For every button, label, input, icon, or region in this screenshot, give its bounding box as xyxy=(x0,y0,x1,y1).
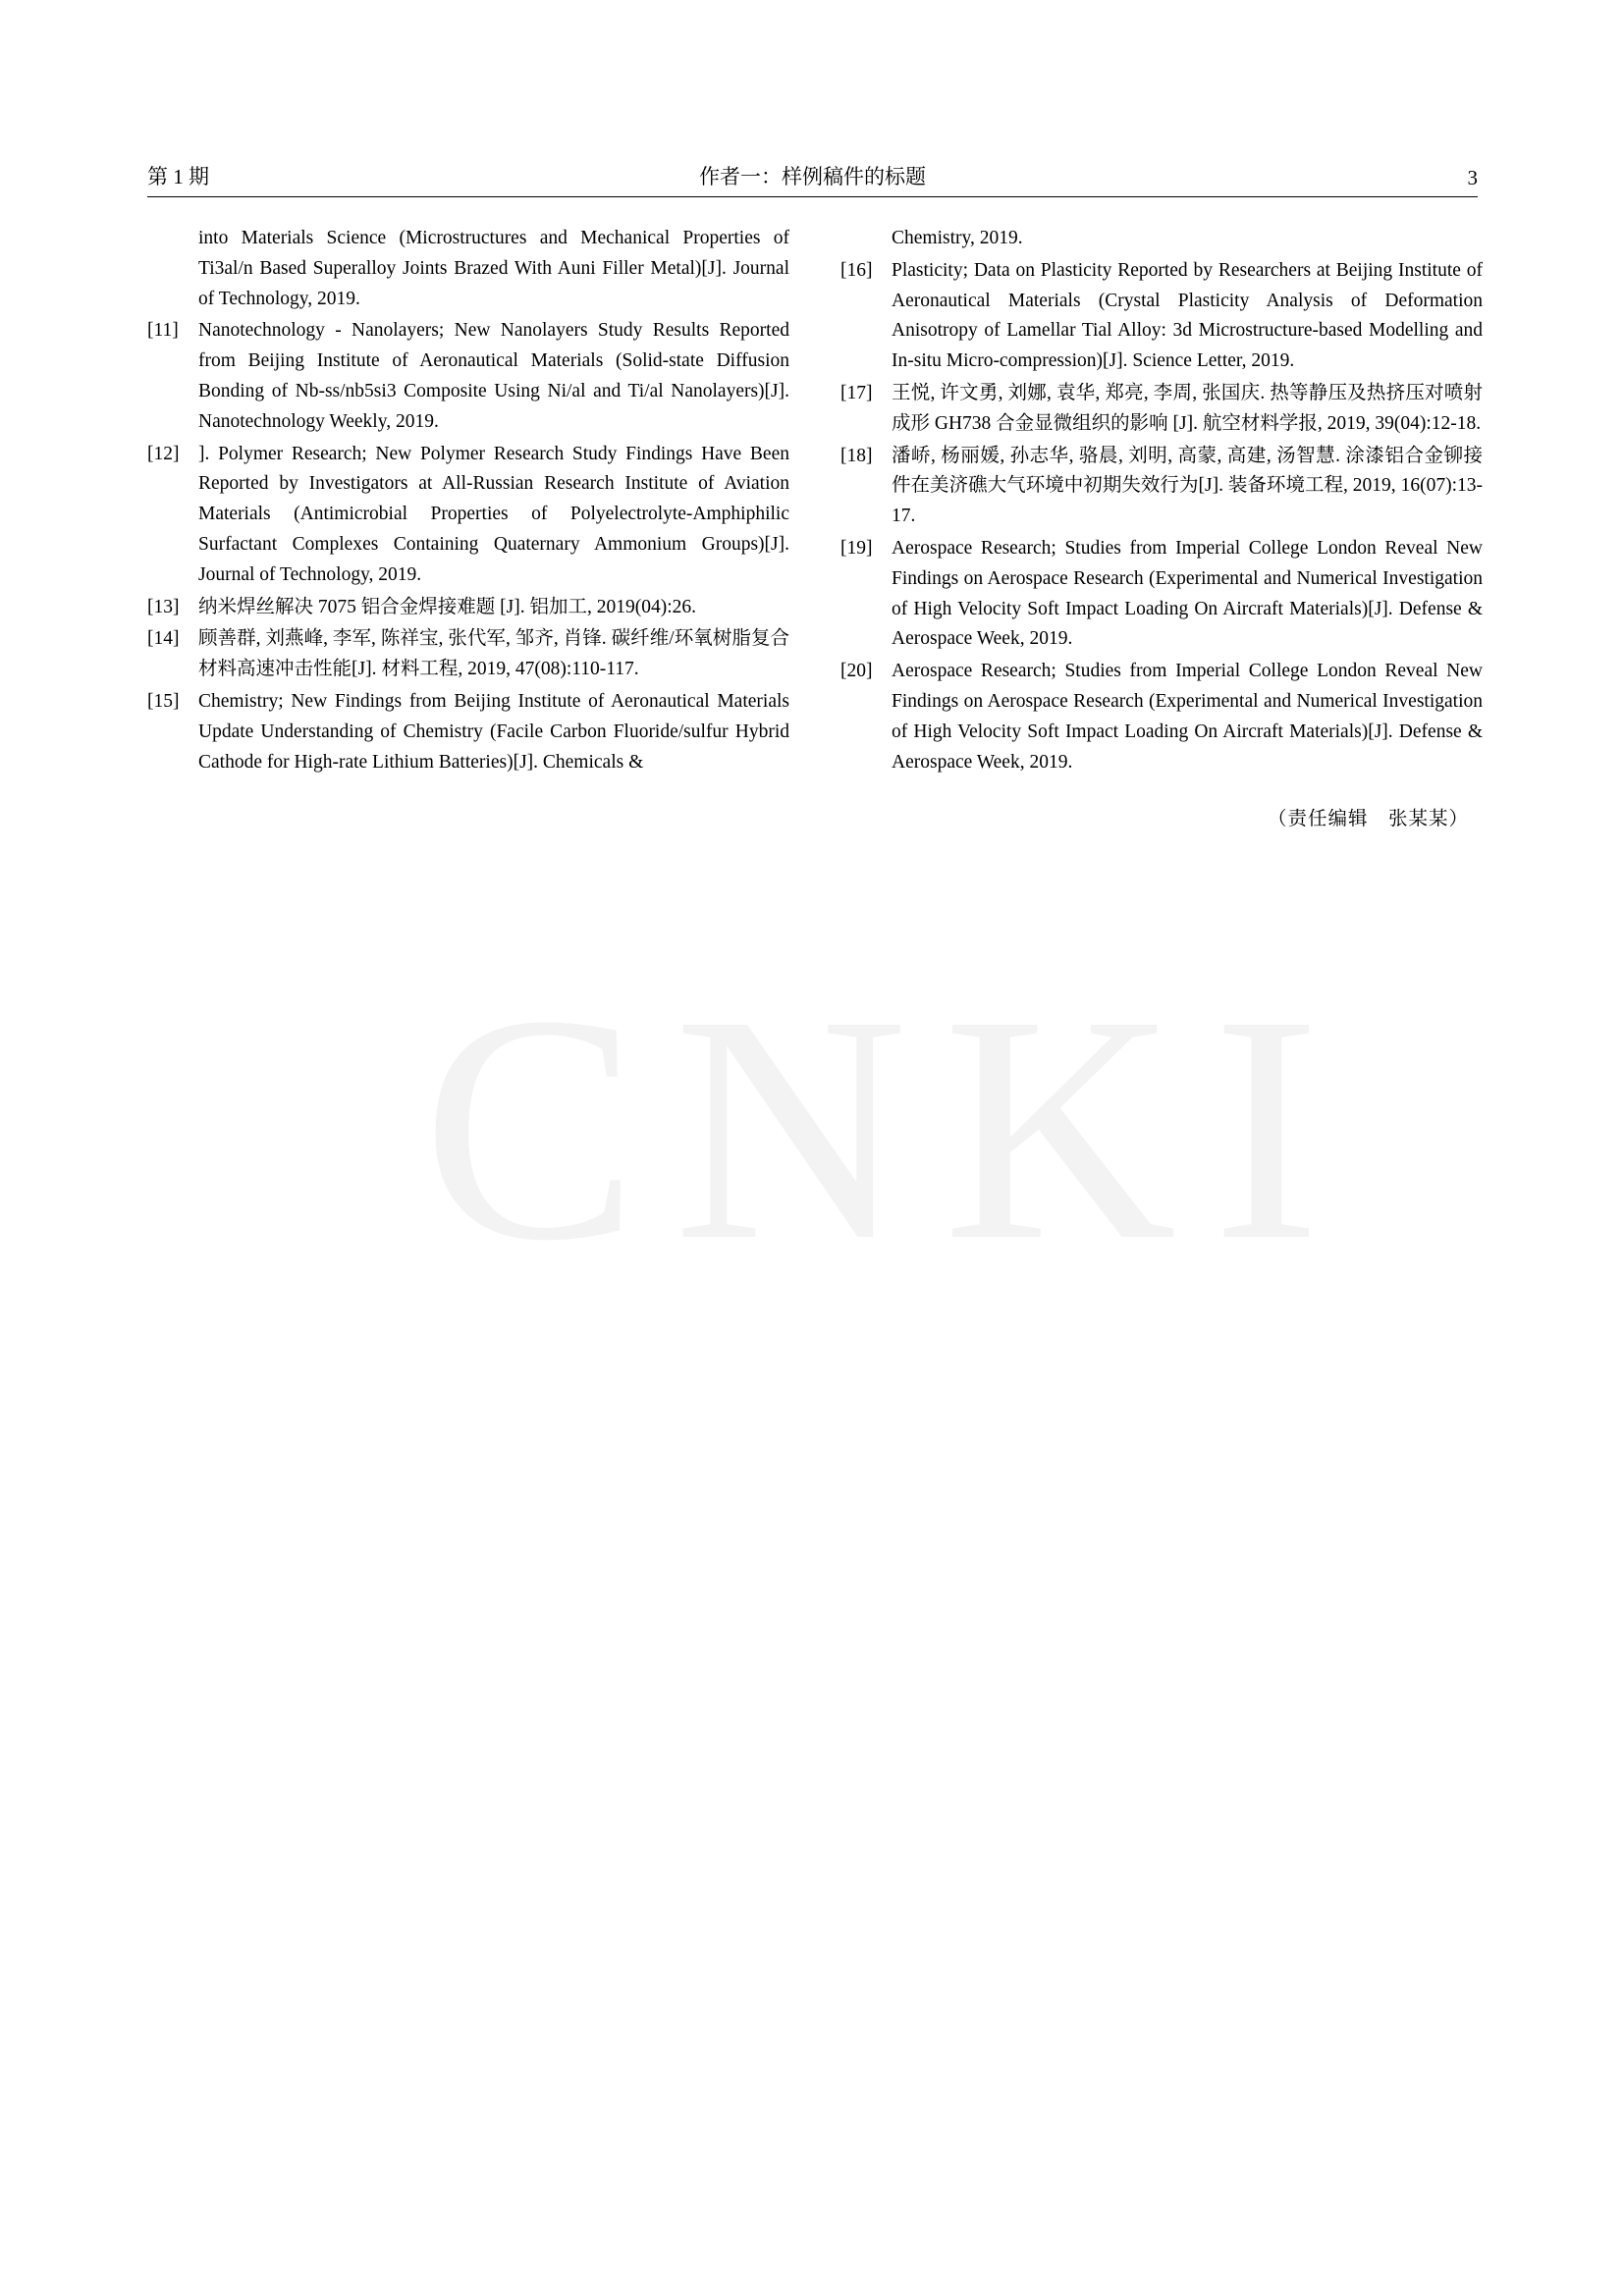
editor-signoff: （责任编辑 张某某） xyxy=(1267,809,1469,830)
header-divider xyxy=(147,196,1478,197)
reference-item xyxy=(840,256,1483,377)
page-header xyxy=(147,157,1478,190)
right-column xyxy=(840,224,1483,830)
reference-item xyxy=(147,593,789,623)
reference-number: [16] xyxy=(840,259,873,281)
reference-text: 潘峤, 杨丽媛, 孙志华, 骆晨, 刘明, 高蒙, 高建, 汤智慧. 涂漆铝合金铆接件在美济礁大气环境中初期失效行为[J]. 装备环境工程, 2019, 16(07):13-17. xyxy=(892,445,1483,527)
reference-number: [17] xyxy=(840,382,873,403)
reference-text: Aerospace Research; Studies from Imperial College London Reveal New Findings on Aerospace Research (Experimental and Numerical Investigation of High Velocity Soft Impact Loading On Aircraft Materials)[J]. Defense & Aerospace Week, 2019. xyxy=(892,537,1483,650)
reference-text: Plasticity; Data on Plasticity Reported by Researchers at Beijing Institute of Aeronautical Materials (Crystal Plasticity Analysis of Deformation Anisotropy of Lamellar Tial Alloy: 3d Microstructure-based Modelling and In-situ Micro-compression)[J]. Science Letter, 2019. xyxy=(892,259,1483,372)
reference-columns xyxy=(147,224,1483,830)
header-page-number: 3 xyxy=(1467,166,1478,189)
reference-number: [18] xyxy=(840,445,873,466)
reference-item xyxy=(147,440,789,591)
reference-number: [12] xyxy=(147,443,180,464)
reference-text: Aerospace Research; Studies from Imperial College London Reveal New Findings on Aerospace Research (Experimental and Numerical Investigation of High Velocity Soft Impact Loading On Aircraft Materials)[J]. Defense & Aerospace Week, 2019. xyxy=(892,661,1483,773)
reference-item xyxy=(840,442,1483,532)
reference-item xyxy=(147,624,789,685)
watermark-text: CNKI xyxy=(422,949,1356,1308)
reference-text: 王悦, 许文勇, 刘娜, 袁华, 郑亮, 李周, 张国庆. 热等静压及热挤压对喷射成形 GH738 合金显微组织的影响 [J]. 航空材料学报, 2019, 39(04):12-18. xyxy=(892,382,1483,434)
reference-text: into Materials Science (Microstructures and Mechanical Properties of Ti3al/n Based Superalloy Joints Brazed With Auni Filler Metal)[J]. Journal of Technology, 2019. xyxy=(198,228,789,309)
reference-text: ]. Polymer Research; New Polymer Research Study Findings Have Been Reported by Investigators at All-Russian Research Institute of Aviation Materials (Antimicrobial Properties of Polyelectrolyte-Amphiphilic Surfactant Complexes Containing Quaternary Ammonium Groups)[J]. Journal of Technology, 2019. xyxy=(198,443,789,585)
reference-item xyxy=(840,657,1483,777)
reference-item xyxy=(147,687,789,777)
header-issue: 第 1 期 xyxy=(147,165,209,188)
reference-number: [11] xyxy=(147,320,179,342)
reference-text: Nanotechnology - Nanolayers; New Nanolayers Study Results Reported from Beijing Institute of Aeronautical Materials (Solid-state Diffusion Bonding of Nb-ss/nb5si3 Composite Using Ni/al and Ti/al Nanolayers)[J]. Nanotechnology Weekly, 2019. xyxy=(198,320,789,432)
header-running-title: 作者一：样例稿件的标题 xyxy=(699,165,926,188)
reference-text: Chemistry; New Findings from Beijing Institute of Aeronautical Materials Update Understanding of Chemistry (Facile Carbon Fluoride/sulfur Hybrid Cathode for High-rate Lithium Batteries)[J]. Chemicals & xyxy=(198,690,789,773)
reference-item xyxy=(840,379,1483,440)
reference-item xyxy=(147,316,789,437)
left-column xyxy=(147,224,789,830)
reference-item xyxy=(147,224,789,314)
reference-text: Chemistry, 2019. xyxy=(892,228,1023,248)
reference-text: 顾善群, 刘燕峰, 李军, 陈祥宝, 张代军, 邹齐, 肖锋. 碳纤维/环氧树脂复合材料高速冲击性能[J]. 材料工程, 2019, 47(08):110-117. xyxy=(198,628,789,680)
reference-number: [19] xyxy=(840,537,873,559)
reference-text: 纳米焊丝解决 7075 铝合金焊接难题 [J]. 铝加工, 2019(04):26. xyxy=(198,596,696,617)
reference-item xyxy=(840,534,1483,655)
reference-number: [14] xyxy=(147,628,180,650)
reference-number: [15] xyxy=(147,690,180,712)
reference-number: [20] xyxy=(840,661,873,682)
reference-item xyxy=(840,224,1483,254)
reference-number: [13] xyxy=(147,596,180,617)
